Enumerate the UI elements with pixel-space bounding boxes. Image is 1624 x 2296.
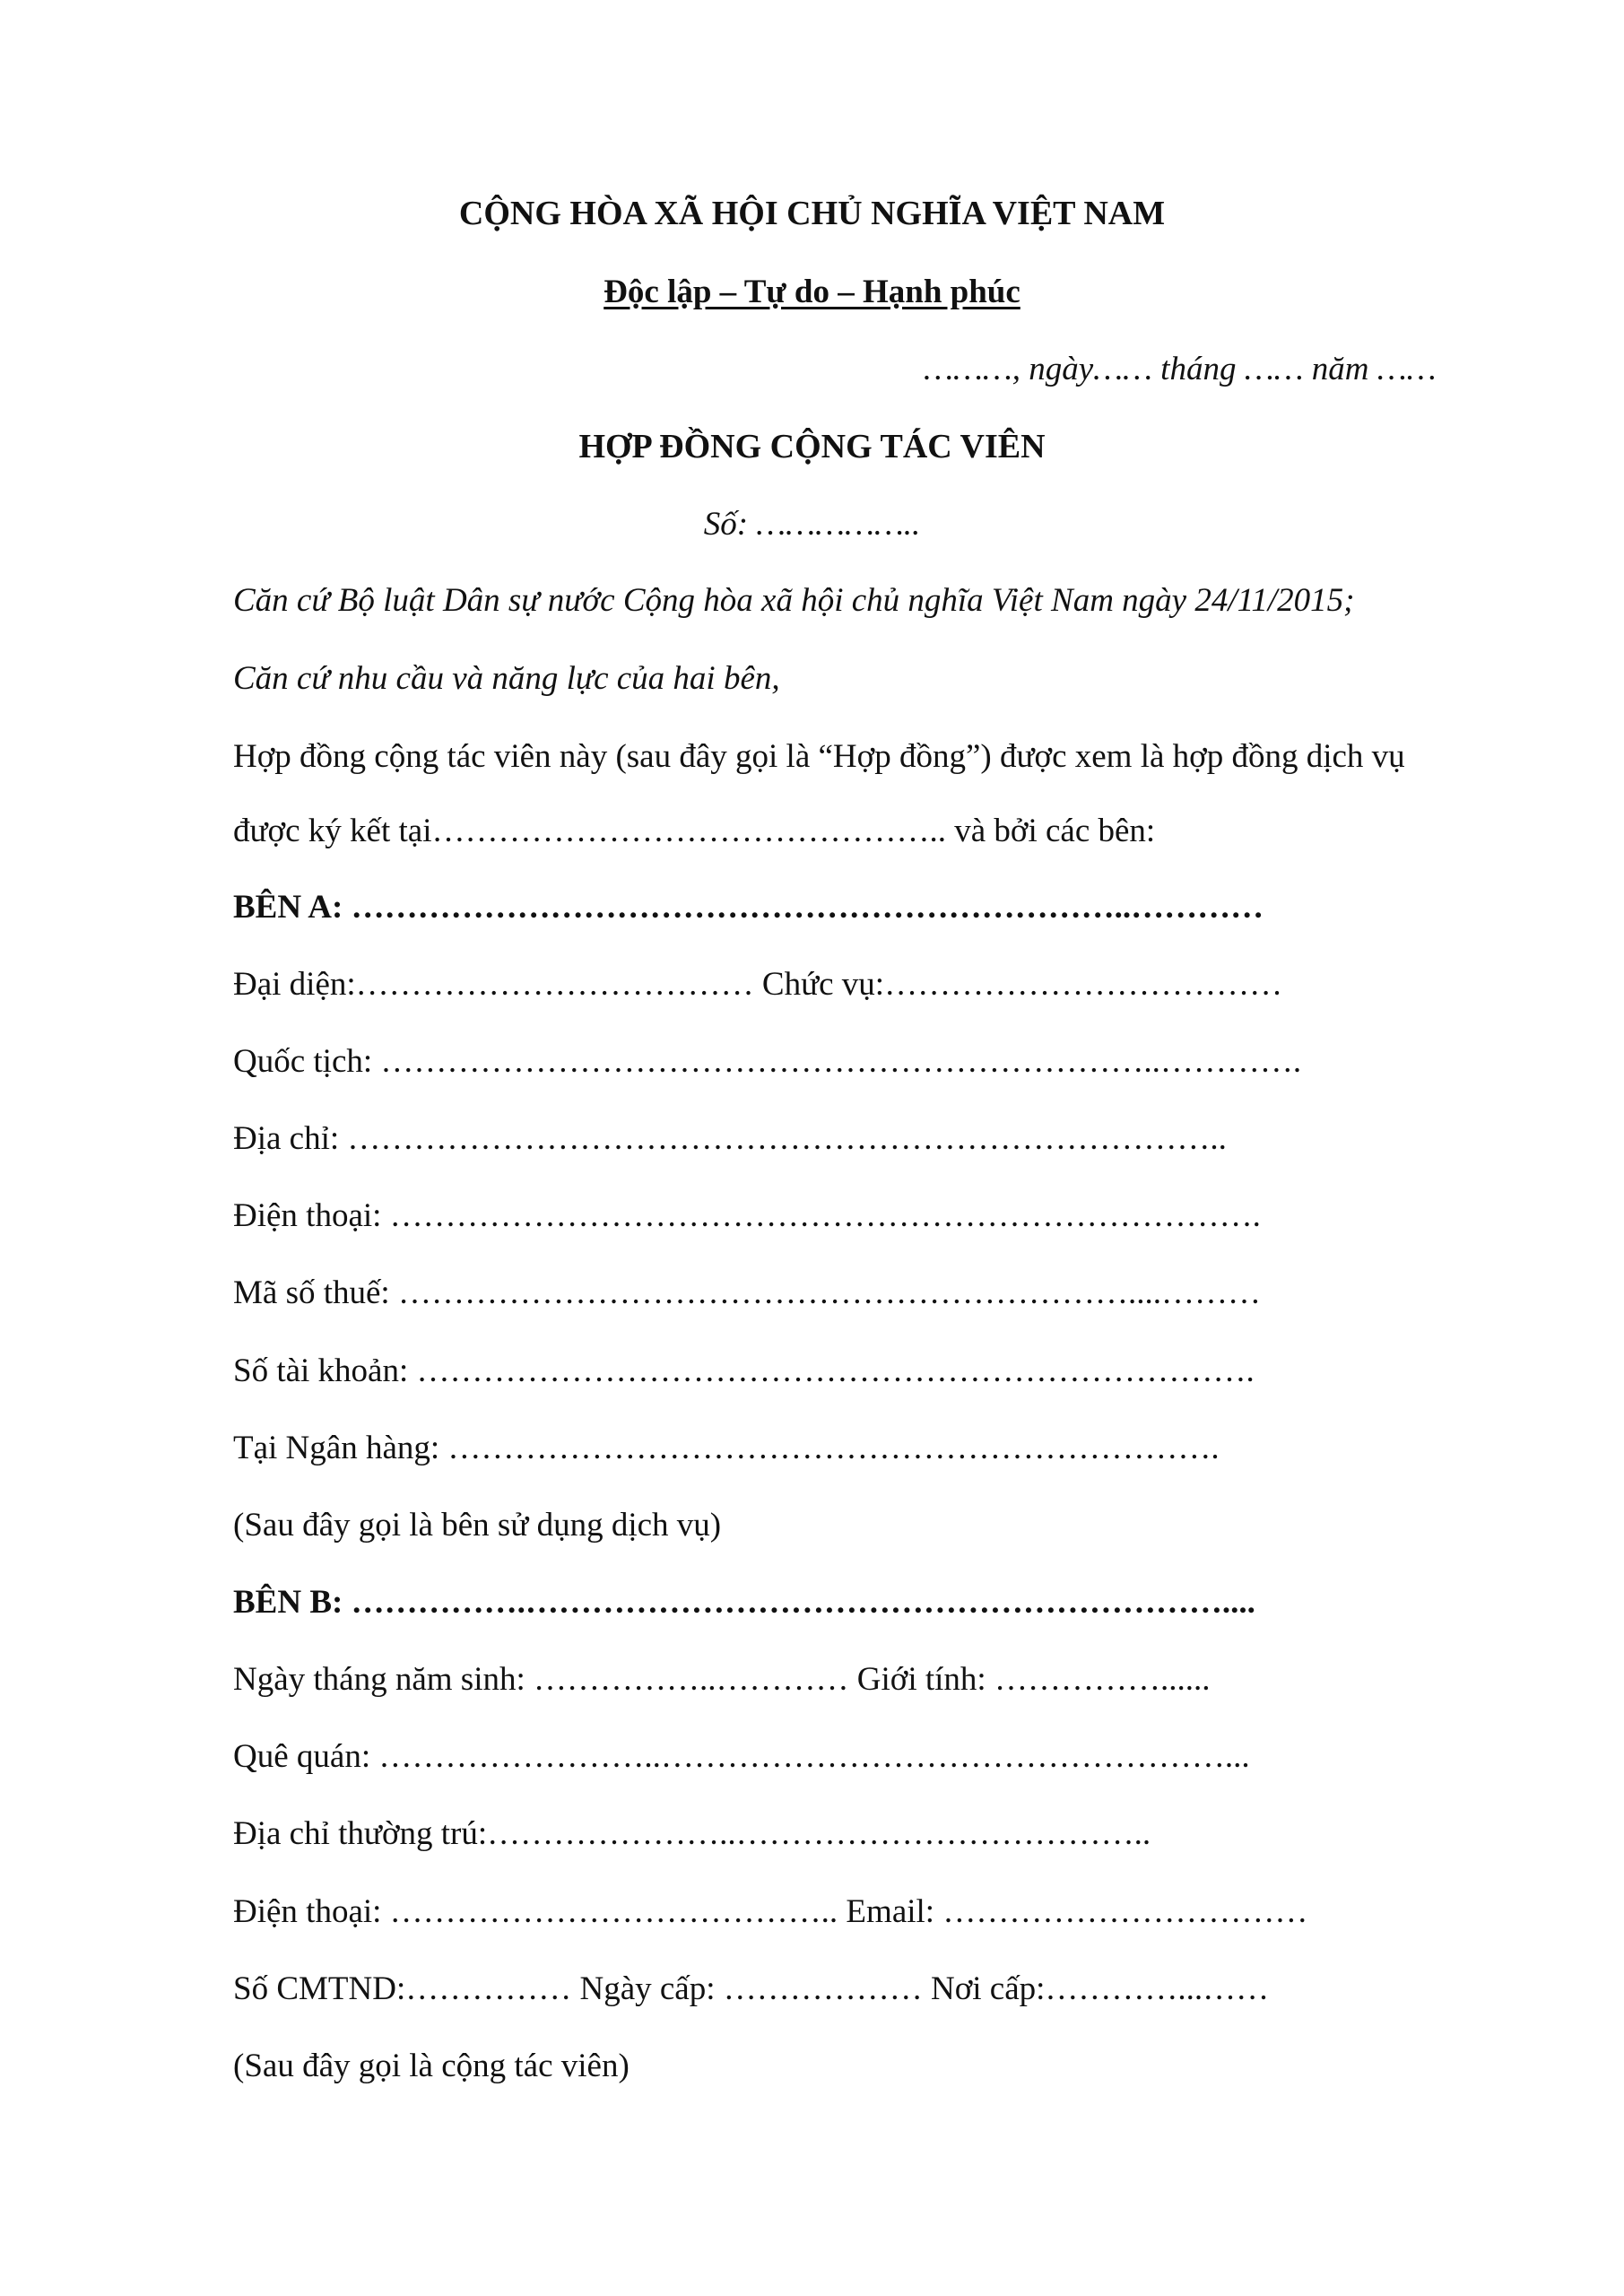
party-a-phone-field: Điện thoại: ……………………………………………………………………. — [233, 1197, 1261, 1234]
party-a-account-field: Số tài khoản: …………………………………………………………………. — [233, 1352, 1255, 1389]
legal-basis-civil-code: Căn cứ Bộ luật Dân sự nước Cộng hòa xã hội chủ nghĩa Việt Nam ngày 24/11/2015; — [233, 582, 1355, 619]
contract-title: HỢP ĐỒNG CỘNG TÁC VIÊN — [578, 428, 1046, 465]
party-b-hometown-field: Quê quán: ……………………..……………………………………………... — [233, 1738, 1250, 1775]
party-a-tax-code-field: Mã số thuế: …………………………………………………………....……… — [233, 1274, 1261, 1311]
place-date-line: ………, ngày…… tháng …… năm …… — [924, 351, 1437, 387]
party-b-id-card-field: Số CMTND:…………… Ngày cấp: ……………… Nơi cấp:…………...…… — [233, 1970, 1270, 2007]
party-b-birth-gender-field: Ngày tháng năm sinh: ……………..………… Giới tính: ……………...... — [233, 1661, 1211, 1698]
contract-intro-line-1: Hợp đồng cộng tác viên này (sau đây gọi là “Hợp đồng”) được xem là hợp đồng dịch vụ — [233, 738, 1405, 775]
party-b-phone-email-field: Điện thoại: ………………………………….. Email: …………………………… — [233, 1893, 1308, 1930]
party-a-bank-field: Tại Ngân hàng: ……………………………………………………………. — [233, 1430, 1220, 1466]
contract-intro-line-2: được ký kết tại……………………………………….. và bởi các bên: — [233, 813, 1156, 849]
party-b-permanent-address-field: Địa chỉ thường trú:…………………..……………………………….. — [233, 1815, 1151, 1852]
party-a-nationality-field: Quốc tịch: ……………………………………………………………..…………. — [233, 1043, 1302, 1080]
party-b-note: (Sau đây gọi là cộng tác viên) — [233, 2048, 630, 2084]
legal-basis-needs: Căn cứ nhu cầu và năng lực của hai bên, — [233, 660, 780, 697]
national-motto: Độc lập – Tự do – Hạnh phúc — [604, 274, 1020, 310]
party-a-heading: BÊN A: ……………………………………………………………..………… — [233, 889, 1264, 926]
party-b-heading: BÊN B: …………….……………………………………………………….... — [233, 1584, 1255, 1621]
party-a-representative-field: Đại diện:……………………………… Chức vụ:……………………………… — [233, 966, 1283, 1003]
contract-number: Số: …………….. — [703, 506, 921, 543]
party-a-address-field: Địa chỉ: …………………………………………………………………….. — [233, 1120, 1227, 1157]
party-a-note: (Sau đây gọi là bên sử dụng dịch vụ) — [233, 1507, 722, 1544]
country-heading: CỘNG HÒA XÃ HỘI CHỦ NGHĨA VIỆT NAM — [458, 195, 1166, 232]
